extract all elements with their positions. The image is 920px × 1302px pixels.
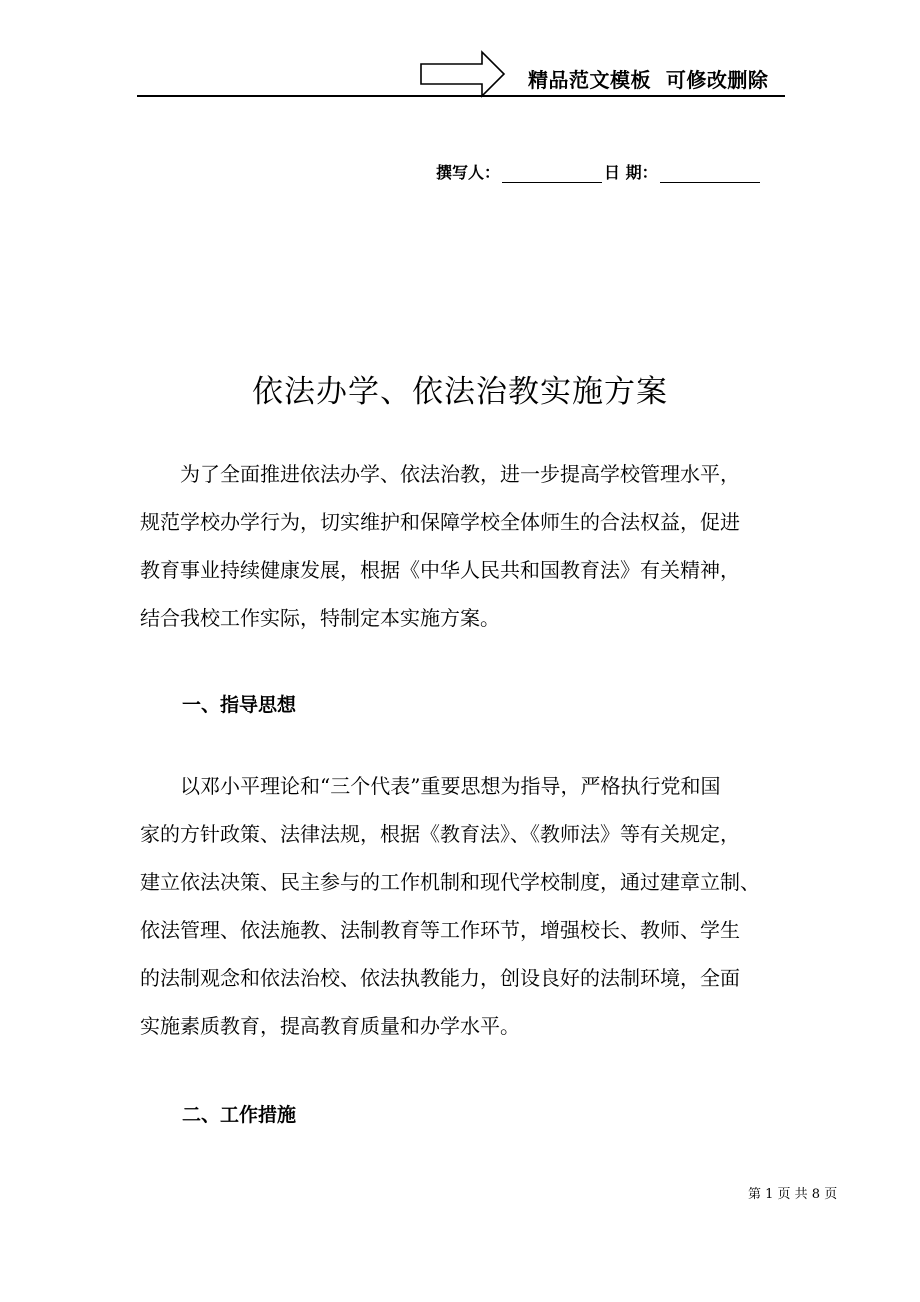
paragraph-line: 建立依法决策、民主参与的工作机制和现代学校制度，通过建章立制、	[140, 870, 760, 894]
author-date-line	[436, 160, 762, 183]
paragraph-line: 家的方针政策、法律法规，根据《教育法》、《教师法》等有关规定，	[140, 822, 740, 846]
author-blank	[502, 164, 602, 183]
paragraph-line: 为了全面推进依法办学、依法治教，进一步提高学校管理水平，	[140, 462, 740, 486]
guiding-ideology-paragraph	[140, 762, 780, 1050]
intro-paragraph	[140, 450, 780, 642]
header-divider	[137, 95, 785, 97]
section-heading-guiding-ideology: 一、指导思想	[182, 694, 297, 716]
paragraph-line: 结合我校工作实际，特制定本实施方案。	[140, 606, 500, 630]
paragraph-line: 实施素质教育，提高教育质量和办学水平。	[140, 1014, 520, 1038]
paragraph-line: 教育事业持续健康发展，根据《中华人民共和国教育法》有关精神，	[140, 558, 740, 582]
paragraph-line: 规范学校办学行为，切实维护和保障学校全体师生的合法权益，促进	[140, 510, 740, 534]
author-label: 撰写人：	[436, 163, 501, 182]
document-title: 依法办学、依法治教实施方案	[252, 374, 668, 410]
date-label: 日 期：	[604, 163, 658, 182]
paragraph-line: 依法管理、依法施教、法制教育等工作环节，增强校长、教师、学生	[140, 918, 740, 942]
template-banner: 精品范文模板 可修改删除	[528, 68, 769, 92]
page-indicator: 第 1 页 共 8 页	[748, 1187, 838, 1202]
section-heading-work-measures: 二、工作措施	[182, 1104, 297, 1126]
paragraph-line: 以邓小平理论和“三个代表”重要思想为指导，严格执行党和国	[140, 774, 721, 798]
arrow-icon	[420, 50, 506, 98]
date-blank	[660, 164, 760, 183]
paragraph-line: 的法制观念和依法治校、依法执教能力，创设良好的法制环境，全面	[140, 966, 740, 990]
